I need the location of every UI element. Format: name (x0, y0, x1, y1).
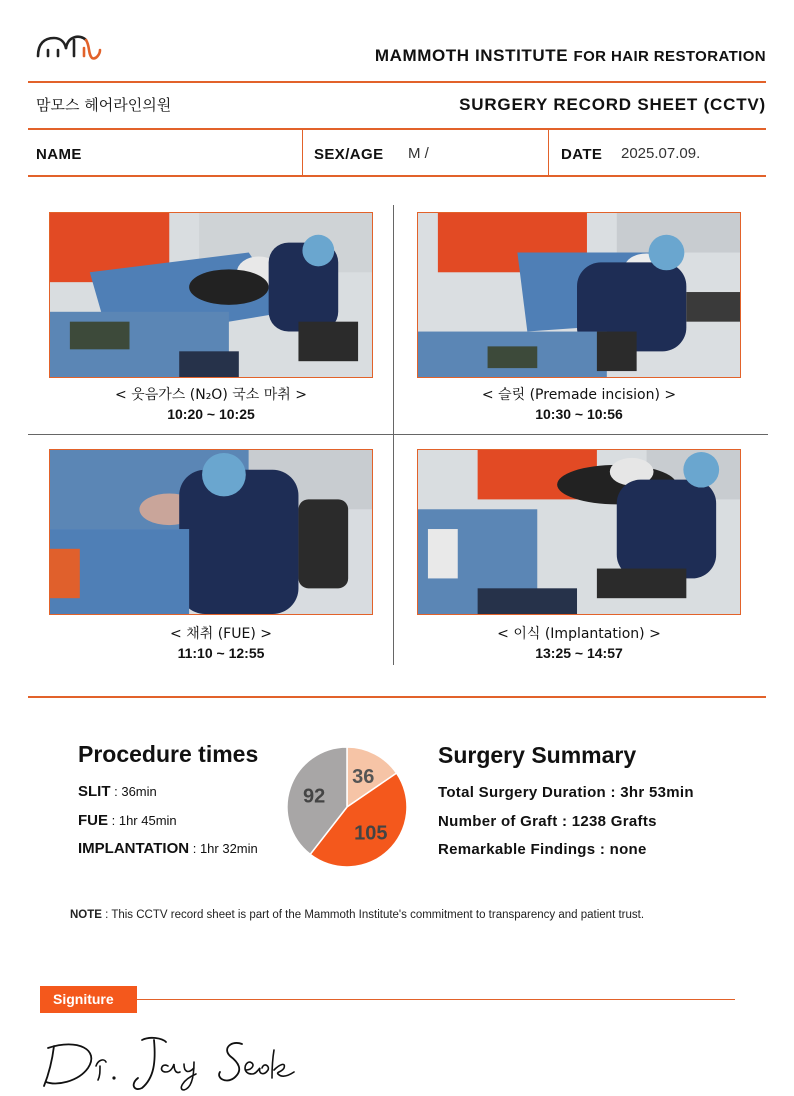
signature-line (137, 999, 735, 1000)
summary-total-duration: Total Surgery Duration : 3hr 53min (438, 784, 694, 801)
summary-remarkable-findings: Remarkable Findings : none (438, 841, 647, 858)
caption-implantation-time: 13:25 ~ 14:57 (535, 645, 623, 661)
caption-anesthesia-title: < 웃음가스 (N₂O) 국소 마취 > (115, 387, 307, 403)
caption-implantation-title: < 이식 (Implantation) > (497, 626, 661, 642)
procedure-row-value: 1hr 32min (199, 841, 258, 856)
institute-main: MAMMOTH INSTITUTE (374, 46, 569, 65)
procedure-row-fue (78, 812, 177, 829)
handwritten-signature (38, 1026, 308, 1092)
caption-slit-title: < 슬릿 (Premade incision) > (481, 387, 677, 403)
field-divider-2 (548, 128, 549, 176)
pie-label-slit: 36 (352, 766, 375, 789)
procedure-row-label: FUE (78, 812, 108, 829)
caption-slit-time: 10:30 ~ 10:56 (535, 406, 623, 422)
divider-summary (28, 696, 766, 698)
mammoth-logo-icon (34, 28, 108, 64)
procedure-row-sep: : (189, 841, 200, 856)
procedure-row-slit (78, 783, 157, 800)
note-text: : This CCTV record sheet is part of the Mammoth Institute's commitment to transparency and patient trust. (101, 909, 645, 921)
note-label: NOTE (70, 909, 102, 921)
photo-implantation (417, 449, 741, 615)
caption-fue-title: < 채취 (FUE) > (170, 626, 272, 642)
divider-top (28, 81, 766, 83)
name-label: NAME (36, 146, 82, 163)
procedure-row-sep: : (108, 813, 119, 828)
caption-implantation (414, 625, 744, 663)
surgery-summary-title: Surgery Summary (438, 742, 637, 768)
photo-anesthesia (49, 212, 373, 378)
caption-slit (414, 386, 744, 424)
summary-graft-count: Number of Graft : 1238 Grafts (438, 813, 657, 830)
field-divider-1 (302, 128, 303, 176)
institute-sub: FOR HAIR RESTORATION (573, 48, 766, 65)
caption-anesthesia (46, 386, 376, 424)
procedure-row-value: 1hr 45min (118, 813, 177, 828)
procedure-row-label: SLIT (78, 783, 111, 800)
clinic-name: 맘모스 헤어라인의원 (36, 96, 172, 114)
caption-fue-time: 11:10 ~ 12:55 (177, 645, 265, 661)
grid-horizontal-divider (28, 434, 768, 435)
photo-fue (49, 449, 373, 615)
pie-label-fue: 105 (354, 822, 388, 845)
procedure-row-implantation (78, 840, 258, 857)
divider-fields-bottom (28, 175, 766, 177)
procedure-times-title: Procedure times (78, 741, 259, 767)
procedure-times-pie-chart (286, 746, 408, 868)
pie-label-implantation: 92 (302, 785, 326, 808)
date-label: DATE (561, 146, 603, 163)
procedure-row-sep: : (110, 784, 122, 799)
sheet-title: SURGERY RECORD SHEET (CCTV) (459, 95, 766, 114)
date-value: 2025.07.09. (621, 145, 701, 162)
procedure-row-label: IMPLANTATION (78, 840, 190, 857)
institute-name (375, 46, 766, 66)
divider-fields-top (28, 128, 766, 130)
photo-slit (417, 212, 741, 378)
procedure-row-value: 36min (121, 784, 157, 799)
grid-vertical-divider (393, 205, 394, 665)
caption-fue (56, 625, 386, 663)
sex-age-value: M / (408, 145, 429, 162)
caption-anesthesia-time: 10:20 ~ 10:25 (167, 406, 255, 422)
signature-label: Signiture (40, 986, 137, 1013)
sex-age-label: SEX/AGE (314, 146, 384, 163)
note (70, 909, 644, 921)
